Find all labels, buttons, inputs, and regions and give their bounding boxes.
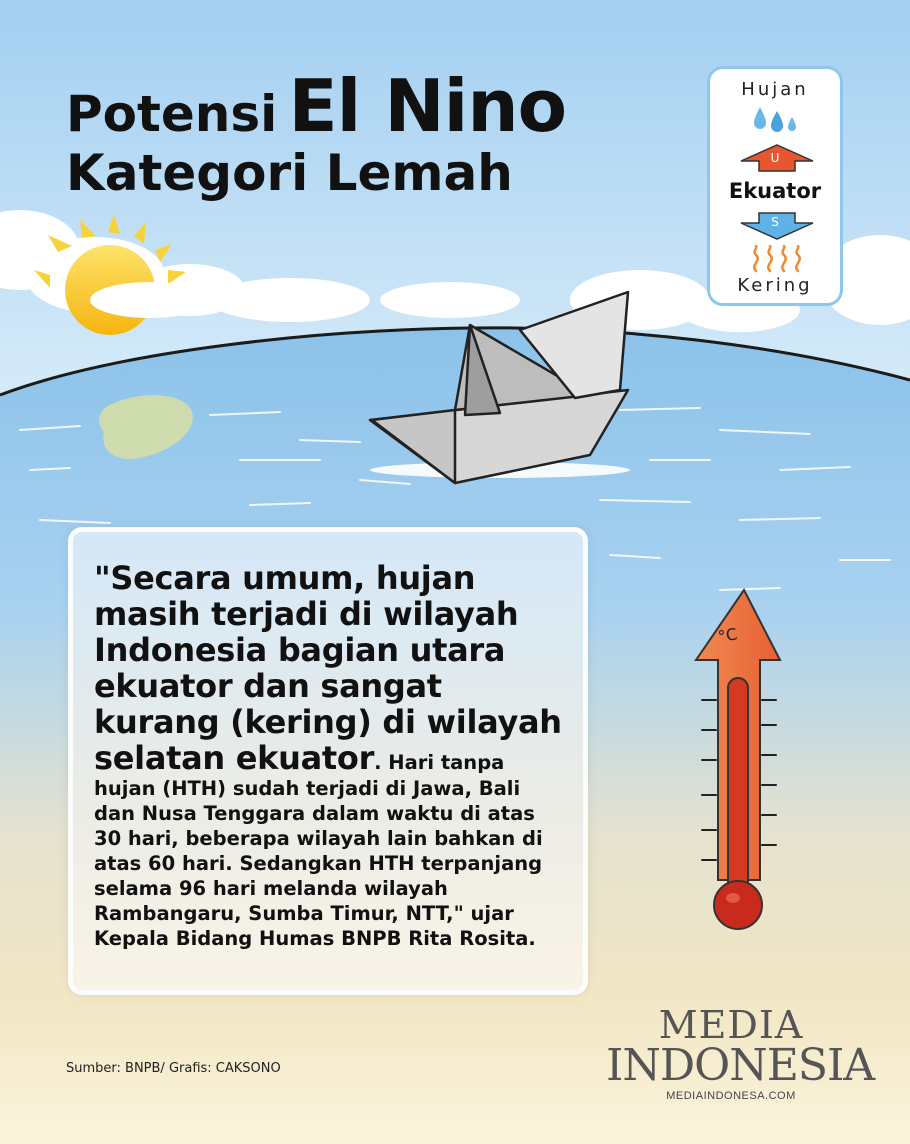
equator-legend-card — [707, 66, 843, 306]
legend-south-letter: S — [771, 215, 779, 229]
page-title — [66, 64, 567, 202]
quote-text — [94, 560, 562, 951]
thermometer-unit: °C — [716, 624, 739, 647]
raindrops-icon — [750, 105, 800, 133]
legend-top-label: Hujan — [741, 79, 809, 100]
legend-bottom-label: Kering — [737, 275, 813, 296]
source-credit: Sumber: BNPB/ Grafis: CAKSONO — [66, 1061, 281, 1076]
logo-line1: MEDIA — [658, 1003, 804, 1047]
logo-url: MEDIAINDONESA.COM — [666, 1090, 796, 1102]
title-line2: Kategori Lemah — [66, 144, 513, 202]
title-part1: Potensi — [66, 85, 278, 143]
quote-body: . Hari tanpa hujan (HTH) sudah terjadi di Jawa, Bali dan Nusa Tenggara dalam waktu di atas 30 hari, beberapa wilayah lain bahkan di atas 60 hari. Sedangkan HTH terpanjang selama 96 hari melanda wilayah Rambangaru, Sumba Timur, NTT," ujar Kepala Bidang Humas BNPB Rita Rosita. — [94, 751, 543, 950]
quote-lead: "Secara umum, hujan masih terjadi di wilayah Indonesia bagian utara ekuator dan sangat kurang (kering) di wilayah selatan ekuator — [94, 559, 562, 777]
heat-waves-icon — [748, 245, 808, 273]
media-indonesia-logo — [606, 1003, 875, 1102]
legend-north-letter: U — [770, 151, 780, 165]
logo-line2: INDONESIA — [606, 1040, 875, 1091]
legend-middle-label: Ekuator — [728, 179, 822, 203]
title-part2: El Nino — [288, 64, 567, 148]
